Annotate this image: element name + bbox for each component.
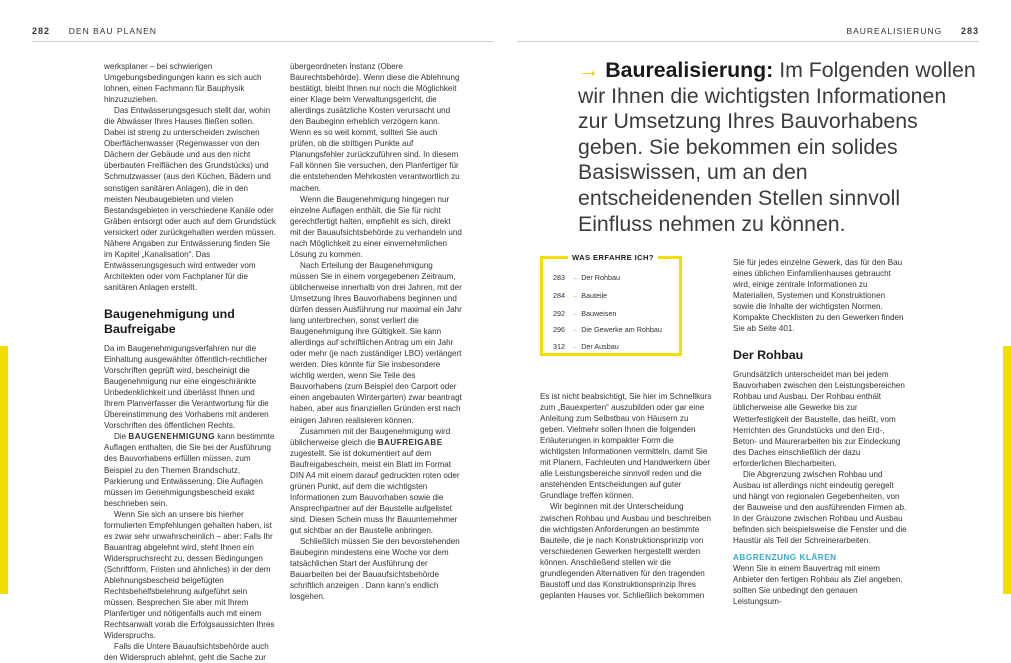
- arrow-right-icon: →: [571, 291, 579, 300]
- arrow-right-icon: →: [571, 325, 579, 334]
- right-page-number: 283: [960, 26, 979, 36]
- arrow-right-icon: →: [571, 309, 579, 318]
- arrow-right-icon: →: [571, 342, 579, 351]
- chapter-intro: [578, 58, 978, 237]
- contents-item[interactable]: 283 → Der Rohbau: [553, 273, 620, 282]
- left-page-number: 282: [32, 26, 51, 36]
- arrow-right-icon: →: [571, 273, 579, 282]
- paragraph: Nach Erteilung der Baugenehmigung müssen Sie in einem vorgegebenen Zeitraum, üblicherweise innerhalb von drei Jahren, mit der Umsetzung Ihres Bauvorhabens beginnen und dürfen dessen Ausführung nur maximal ein Jahr lang unterbrechen, sonst verliert die Baugenehmigung ihre Gültigkeit. Sie kann allerdings auf schriftlichen Antrag um ein Jahr oder mehr (je nach zuständiger LBO) verlängert werden. Dies könnte für Sie insbesondere wichtig werden, wenn Sie Teile des Bauvorhabens (zum Beispiel den Carport oder einen angebauten Wintergarten) zwar beantragt haben, aber aus finanziellen Gründen erst nach einigen Jahren realisieren können.: [290, 260, 462, 425]
- arrow-right-icon: →: [578, 58, 600, 82]
- left-section-title: DEN BAU PLANEN: [68, 26, 157, 36]
- right-header-rule: [517, 41, 979, 42]
- paragraph: Zusammen mit der Baugenehmigung wird üblicherweise gleich die BAUFREIGABE zugestellt. Sie ist dokumentiert auf dem Baufreigabeschein, meist ein Blatt im Format DIN A4 mit einem darauf gedruckten roten oder grünen Punkt, auf dem die wichtigsten Informationen zum Bauvorhaben sowie die Ansprechpartner auf der Baustelle aufgelistet sind. Diesen Schein muss Ihr Bauunternehmer gut sichtbar an der Baustelle anbringen.: [290, 426, 460, 535]
- paragraph: Das Entwässerungsgesuch stellt dar, wohin die Abwässer Ihres Hauses fließen sollen. Dabei ist streng zu unterscheiden zwischen Oberflächenwasser (Regenwasser von den Dächern der Gebäude und aus den nicht überbauten Freiflächen des Grundstücks) und Schmutzwasser (aus den Küchen, Bädern und sonstigen sanitären Anlagen), die in den meisten Neubaugebieten und vielen Bestandsgebieten in verschiedene Kanäle oder Gräben entsorgt oder auch auf dem Grundstück versickert oder zurückgehalten werden müssen. Nähere Angaben zur Entwässerung finden Sie im Kapitel „Kanalisation“. Das Entwässerungsgesuch wird entweder vom Architekten oder vom Fachplaner für die sanitären Anlagen erstellt.: [104, 106, 276, 292]
- paragraph: Da im Baugenehmigungsverfahren nur die Einhaltung ausgewählter öffentlich-rechtlicher Vorschriften geprüft wird, bescheinigt die Baugenehmigung nur eine eingeschränkte Unbedenklichkeit und überlässt Ihnen und Ihrem Planverfasser die Verantwortung für die Übereinstimmung des Vorhabens mit anderen Vorschriften des öffentlichen Rechts.: [104, 343, 269, 431]
- paragraph: werksplaner – bei schwierigen Umgebungsbedingungen kann es sich auch lohnen, einen Fachmann für Bauphysik hinzuzuziehen.: [104, 62, 262, 105]
- paragraph: Schließlich müssen Sie den bevorstehenden Baubeginn mindestens eine Woche vor dem tatsächlichen Start der Ausführung der Bauarbeiten bei der Bauaufsichtsbehörde schriftlich anzeigen . Dann kann’s endlich losgehen.: [290, 537, 460, 602]
- paragraph: übergeordneten Instanz (Obere Baurechtsbehörde). Wenn diese die Ablehnung bestätigt, bleibt Ihnen nur noch die Möglichkeit einer Klage beim Verwaltungsgericht, die allerdings zusätzliche Kosten verursacht und den Baubeginn erheblich verzögern kann. Wenn es so weit kommt, sollten Sie auch prüfen, ob die strittigen Punkte auf Planungsfehler zurückzuführen sind. In diesem Fall können Sie versuchen, den Planfertiger für die entstehenden Mehrkosten verantwortlich zu machen.: [290, 62, 460, 193]
- column-2: [290, 61, 462, 602]
- intro-text: Im Folgenden wollen wir Ihnen die wichtigsten Informationen zur Umsetzung Ihres Bauvorhabens geben. Sie bekommen ein solides Basiswissen, um an den entscheidenenden Stellen sinnvoll Einfluss nehmen zu können.: [578, 58, 976, 236]
- contents-box: [540, 253, 682, 356]
- keyword: BAUFREIGABE: [377, 437, 443, 447]
- contents-item[interactable]: 312 → Der Ausbau: [553, 342, 619, 351]
- contents-item[interactable]: 284 → Bauteile: [553, 291, 608, 300]
- paragraph: Grundsätzlich unterscheidet man bei jedem Bauvorhaben zwischen den Leistungsbereichen Rohbau und Ausbau. Der Rohbau enthält üblicherweise alle Gewerke bis zur Wetterfestigkeit der Baustelle, das heißt, vom Herrichten des Grundstücks und den Erd-, Beton- und Maurerarbeiten bis zur Eindeckung des Daches einschließlich der dazu erforderlichen Blecharbeiten.: [733, 370, 905, 468]
- column-4: [733, 257, 907, 607]
- section-heading: Baugenehmigung und Baufreigabe: [104, 306, 235, 336]
- paragraph: Wir beginnen mit der Unterscheidung zwischen Rohbau und Ausbau und beschreiben die wichtigsten Anforderungen an bestimmte Bauteile, die je nach Konstruktionsprinzip von verschiedenen Gewerken hergestellt werden können. Anschließend stellen wir die grundlegenden Alternativen für den tragenden Baustoff und das Konstruktionsprinzip Ihres geplanten Hauses vor. Schließlich bekommen: [540, 502, 711, 600]
- paragraph: Es ist nicht beabsichtigt, Sie hier im Schnellkurs zum „Bauexperten“ auszubilden oder gar eine Anleitung zum Selbstbau von Häusern zu geben. Vielmehr sollen Ihnen die folgenden Erläuterungen in kompakter Form die wichtigsten Informationen vermitteln, damit Sie mit Planern, Fachleuten und Handwerkern über alle Leistungsbereiche sinnvoll reden und die anstehenden Entscheidungen auf guter Grundlage treffen können.: [540, 392, 712, 501]
- contents-item[interactable]: 292 → Bauweisen: [553, 309, 617, 318]
- keyword: BAUGENEHMIGUNG: [128, 432, 215, 442]
- paragraph: Sie für jedes einzelne Gewerk, das für den Bau eines üblichen Einfamilienhauses gebraucht wird, einige zentrale Informationen zu Materialien, Systemen und Konstruktionen sowie die Inhalte der wichtigsten Normen. Kompakte Checklisten zu den Gewerken finden Sie ab Seite 401.: [733, 258, 904, 334]
- intro-title: Baurealisierung:: [605, 58, 774, 82]
- paragraph: Die BAUGENEHMIGUNG kann bestimmte Auflagen enthalten, die Sie bei der Ausführung des Bauvorhabens erfüllen müssen, zum Beispiel zu den Themen Brandschutz, Parkierung und Entwässerung. Die Auflagen müssen im Genehmigungsbescheid exakt beschrieben sein.: [104, 432, 275, 508]
- paragraph: Wenn Sie sich an unsere bis hierher formulierten Empfehlungen gehalten haben, ist es zwar sehr unwahrscheinlich – aber: Falls Ihr Bauantrag abgelehnt wird, steht Ihnen ein Widerspruchsrecht zu, dessen Bedingungen (Schriftform, Fristen und ähnliches) in der dem Ablehnungsbescheid beigefügten Rechtsbehelfsbelehrung aufgeführt sein müssen. Besprechen Sie aber mit Ihrem Planfertiger und nötigenfalls auch mit einem Rechtsanwalt vorab die Erfolgsaussichten Ihres Widerspruchs.: [104, 509, 275, 641]
- left-edge-marker: [0, 346, 8, 594]
- left-header-rule: [32, 41, 494, 42]
- right-running-header: [846, 26, 979, 36]
- subheading: ABGRENZUNG KLÄREN: [733, 553, 837, 563]
- paragraph: Die Abgrenzung zwischen Rohbau und Ausbau ist allerdings nicht eindeutig geregelt und hängt von regionalen Gegebenheiten, von der Bauweise und den ausführenden Firmen ab. In der Grauzone zwischen Rohbau und Ausbau befinden sich beispielsweise die Fenster und die Haustür als Teil der Schreinerarbeiten.: [733, 469, 907, 546]
- right-section-title: BAUREALISIERUNG: [846, 26, 943, 36]
- right-edge-marker: [1003, 346, 1011, 594]
- paragraph: Falls die Untere Bauaufsichtsbehörde auch den Widerspruch ablehnt, geht die Sache zur: [104, 642, 269, 663]
- section-heading: Der Rohbau: [733, 348, 804, 363]
- column-3: [540, 391, 714, 601]
- column-1: [104, 61, 276, 663]
- left-running-header: [32, 26, 157, 36]
- paragraph: Wenn die Baugenehmigung hingegen nur einzelne Auflagen enthält, die Sie für nicht gerechtfertigt halten, empfiehlt es sich, direkt mit der Bauaufsichtsbehörde zu verhandeln und nach Möglichkeit zu einer einvernehmlichen Lösung zu kommen.: [290, 194, 462, 259]
- paragraph: Wenn Sie in einem Bauvertrag mit einem Anbieter den fertigen Rohbau als Ziel angeben, sollten Sie unbedingt den genauen Leistungsum-: [733, 564, 903, 607]
- contents-item[interactable]: 296 → Die Gewerke am Rohbau: [553, 325, 662, 334]
- contents-box-title: WAS ERFAHRE ICH?: [568, 253, 658, 262]
